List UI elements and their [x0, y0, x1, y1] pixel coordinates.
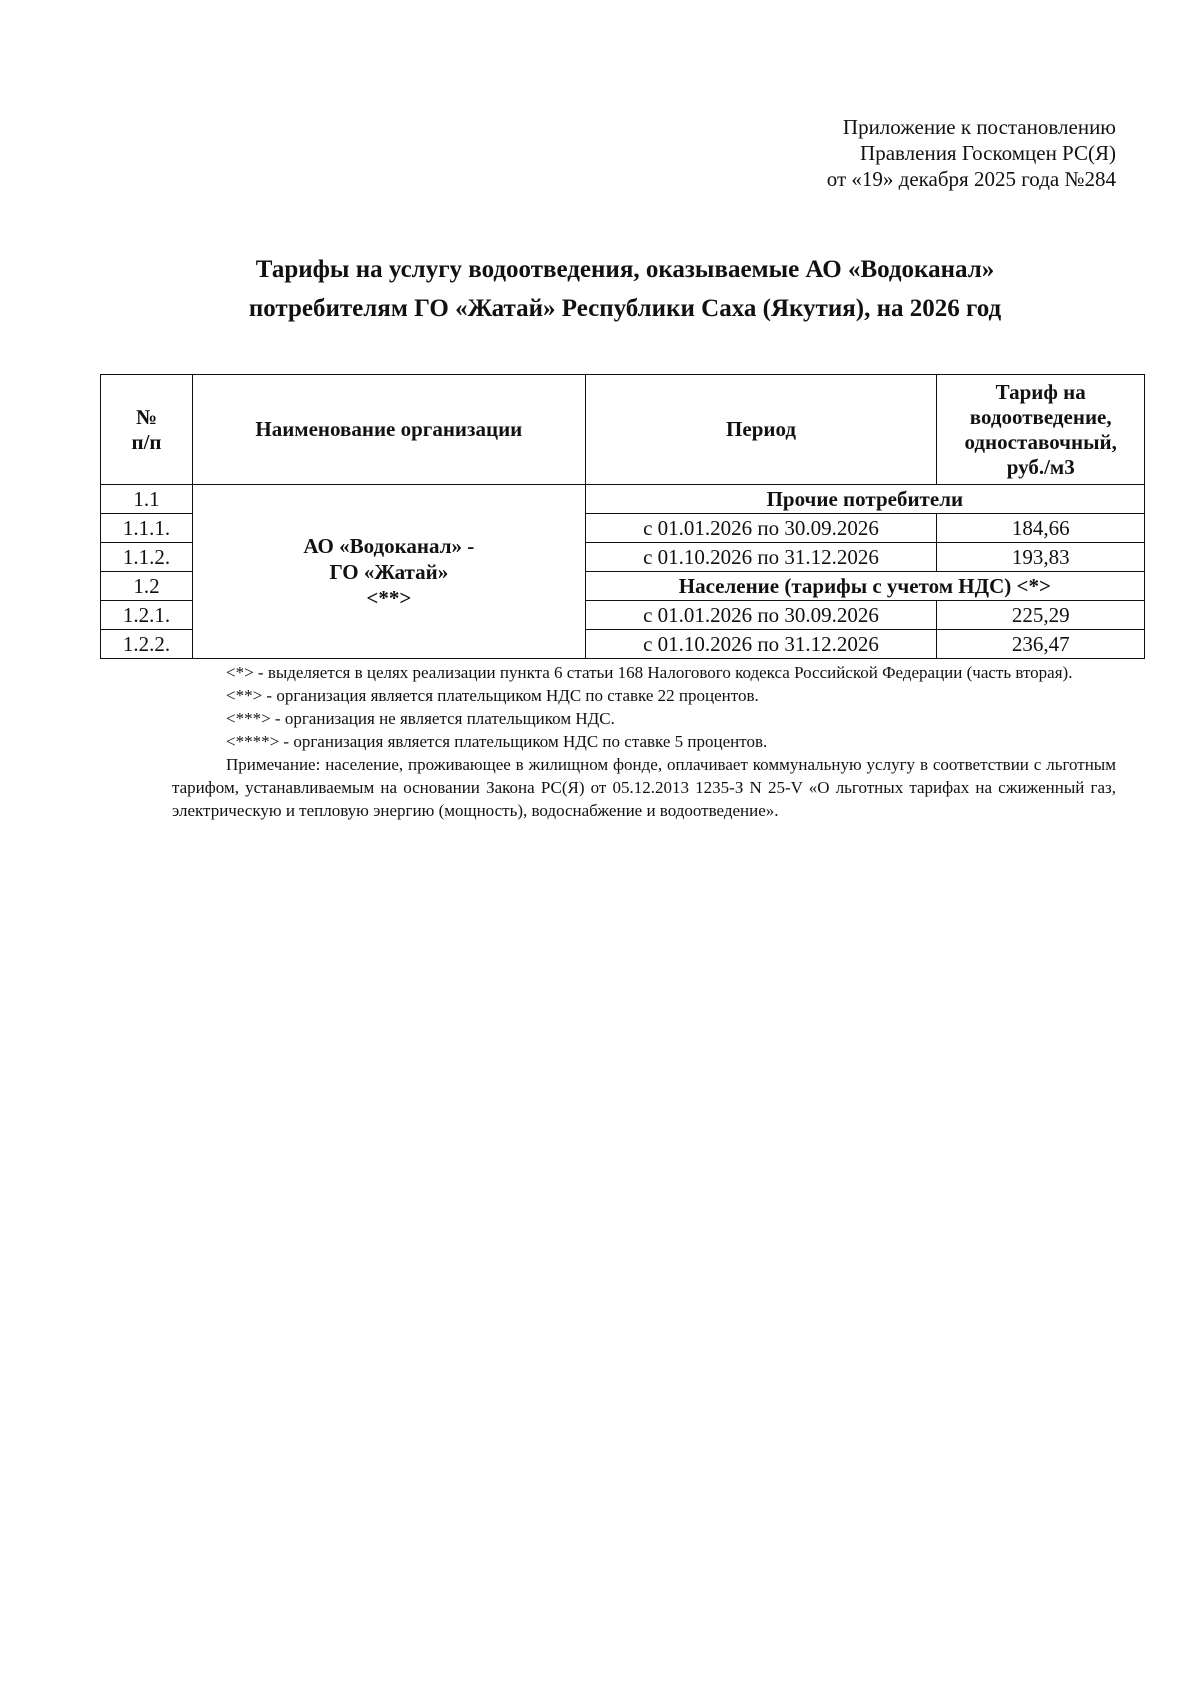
row-num: 1.1 [101, 485, 193, 514]
row-period: с 01.01.2026 по 30.09.2026 [585, 514, 937, 543]
organization-line-1: АО «Водоканал» - [303, 533, 475, 558]
tariff-table [100, 374, 1145, 659]
document-title [100, 250, 1150, 328]
header-tariff [937, 375, 1145, 485]
row-period: с 01.10.2026 по 31.12.2026 [585, 630, 937, 659]
header-tariff-line-4: руб./м3 [1006, 454, 1075, 479]
header-period: Период [585, 375, 937, 485]
appendix-line-2: Правления Госкомцен РС(Я) [860, 141, 1116, 165]
footnote-vat-5: <****> - организация является плательщиком НДС по ставке 5 процентов. [226, 732, 768, 751]
footnote-remark: Примечание: население, проживающее в жилищном фонде, оплачивает коммунальную услугу в соответствии с льготным тарифом, устанавливаемым на основании Закона РС(Я) от 05.12.2013 1235-З N 25-V «О льготных тарифах на сжиженный газ, электрическую и тепловую энергию (мощность), водоснабжение и водоотведение». [172, 755, 1116, 820]
title-line-2: потребителям ГО «Жатай» Республики Саха (Якутия), на 2026 год [248, 295, 1002, 322]
row-num: 1.2.1. [101, 601, 193, 630]
section-label: Население (тарифы с учетом НДС) <*> [585, 572, 1144, 601]
header-tariff-line-1: Тариф на [995, 379, 1086, 404]
header-tariff-line-3: одноставочный, [964, 429, 1117, 454]
row-tariff: 193,83 [937, 543, 1145, 572]
row-num: 1.1.2. [101, 543, 193, 572]
organization-line-3: <**> [366, 585, 412, 610]
organization-cell [193, 485, 586, 659]
row-period: с 01.01.2026 по 30.09.2026 [585, 601, 937, 630]
row-num: 1.2 [101, 572, 193, 601]
header-org: Наименование организации [193, 375, 586, 485]
row-num: 1.2.2. [101, 630, 193, 659]
header-num [101, 375, 193, 485]
header-num-line-1: № [135, 404, 158, 429]
row-num: 1.1.1. [101, 514, 193, 543]
row-period: с 01.10.2026 по 31.12.2026 [585, 543, 937, 572]
table-row [101, 485, 1145, 514]
header-tariff-line-2: водоотведение, [969, 404, 1112, 429]
footnote-vat-allocation: <*> - выделяется в целях реализации пункта 6 статьи 168 Налогового кодекса Российской Федерации (часть вторая). [226, 663, 1073, 682]
title-line-1: Тарифы на услугу водоотведения, оказываемые АО «Водоканал» [255, 256, 995, 283]
row-tariff: 236,47 [937, 630, 1145, 659]
table-header-row [101, 375, 1145, 485]
organization-line-2: ГО «Жатай» [329, 559, 449, 584]
appendix-line-1: Приложение к постановлению [842, 115, 1116, 139]
row-tariff: 184,66 [937, 514, 1145, 543]
appendix-line-3: от «19» декабря 2025 года №284 [826, 167, 1116, 191]
row-tariff: 225,29 [937, 601, 1145, 630]
header-num-line-2: п/п [131, 429, 162, 454]
appendix-header [827, 114, 1116, 192]
footnote-vat-22: <**> - организация является плательщиком НДС по ставке 22 процентов. [226, 686, 759, 705]
section-label: Прочие потребители [585, 485, 1144, 514]
footnote-no-vat: <***> - организация не является плательщиком НДС. [226, 709, 615, 728]
footnotes [172, 661, 1116, 822]
